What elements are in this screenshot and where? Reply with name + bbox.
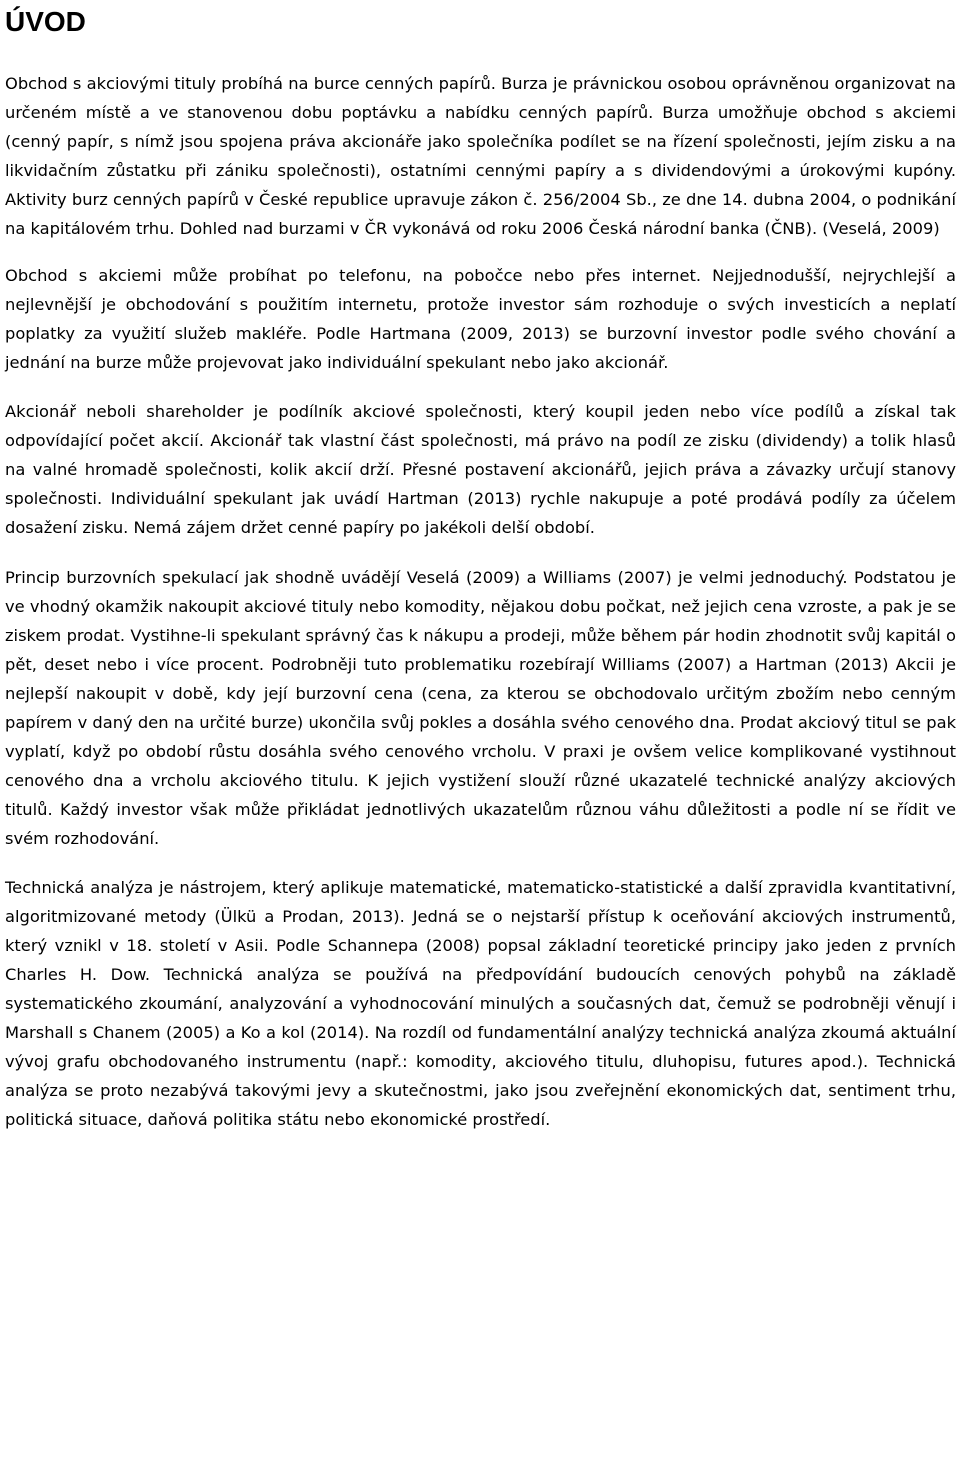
- paragraph-burza-intro: Obchod s akciovými tituly probíhá na burce cenných papírů. Burza je právnickou osobou oprávněnou organizovat na určeném místě a ve stanovenou dobu poptávku a nabídku cenných papírů. Burza umožňuje obchod s akciemi (cenný papír, s nímž jsou spojena práva akcionáře jako společníka podílet se na řízení společnosti, jejím zisku a na likvidačním zůstatku při zániku společnosti), ostatními cennými papíry a s dividendovými a úrokovými kupóny. Aktivity burz cenných papírů v České republice upravuje zákon č. 256/2004 Sb., ze dne 14. dubna 2004, o podnikání na kapitálovém trhu. Dohled nad burzami v ČR vykonává od roku 2006 Česká národní banka (ČNB). (Veselá, 2009): [5, 74, 956, 238]
- paragraph-obchod-akciemi: Obchod s akciemi může probíhat po telefonu, na pobočce nebo přes internet. Nejjednodušší, nejrychlejší a nejlevnější je obchodování s použitím internetu, protože investor sám rozhoduje o svých investicích a neplatí poplatky za využití služeb makléře. Podle Hartmana (2009, 2013) se burzovní investor podle svého chování a jednání na burze může projevovat jako individuální spekulant nebo jako akcionář.: [5, 266, 956, 372]
- page-heading: ÚVOD: [5, 6, 86, 37]
- paragraph-akcionar: Akcionář neboli shareholder je podílník akciové společnosti, který koupil jeden nebo více podílů a získal tak odpovídající počet akcií. Akcionář tak vlastní část společnosti, má právo na podíl ze zisku (dividendy) a tolik hlasů na valné hromadě společnosti, kolik akcií drží. Přesné postavení akcionářů, jejich práva a závazky určují stanovy společnosti. Individuální spekulant jak uvádí Hartman (2013) rychle nakupuje a poté prodává podíly za účelem dosažení zisku. Nemá zájem držet cenné papíry po jakékoli delší období.: [5, 402, 956, 537]
- paragraph-technicka-analyza: Technická analýza je nástrojem, který aplikuje matematické, matematicko-statistické a další zpravidla kvantitativní, algoritmizované metody (Ülkü a Prodan, 2013). Jedná se o nejstarší přístup k oceňování akciových instrumentů, který vznikl v 18. století v Asii. Podle Schannepa (2008) popsal základní teoretické principy jako jeden z prvních Charles H. Dow. Technická analýza se používá na předpovídání budoucích cenových pohybů na základě systematického zkoumání, analyzování a vyhodnocování minulých a současných dat, čemuž se podrobněji věnují i Marshall s Chanem (2005) a Ko a kol (2014). Na rozdíl od fundamentální analýzy technická analýza zkoumá aktuální vývoj grafu obchodovaného instrumentu (např.: komodity, akciového titulu, dluhopisu, futures apod.). Technická analýza se proto nezabývá takovými jevy a skutečnostmi, jako jsou zveřejnění ekonomických dat, sentiment trhu, politická situace, daňová politika státu nebo ekonomické prostředí.: [5, 878, 956, 1129]
- paragraph-princip-spekulaci: Princip burzovních spekulací jak shodně uvádějí Veselá (2009) a Williams (2007) je velmi jednoduchý. Podstatou je ve vhodný okamžik nakoupit akciové tituly nebo komodity, nějakou dobu počkat, než jejich cena vzroste, a pak je se ziskem prodat. Vystihne-li spekulant správný čas k nákupu a prodeji, může během pár hodin zhodnotit svůj kapitál o pět, deset nebo i více procent. Podrobněji tuto problematiku rozebírají Williams (2007) a Hartman (2013) Akcii je nejlepší nakoupit v době, kdy její burzovní cena (cena, za kterou se obchodovalo určitým zbožím nebo cenným papírem v daný den na určité burze) ukončila svůj pokles a dosáhla svého cenového dna. Prodat akciový titul se pak vyplatí, když po období růstu dosáhla svého cenového vrcholu. V praxi je ovšem velice komplikované vystihnout cenového dna a vrcholu akciového titulu. K jejich vystižení slouží různé ukazatelé technické analýzy akciových titulů. Každý investor však může přikládat jednotlivých ukazatelům různou váhu důležitosti a podle ní se řídit ve svém rozhodování.: [5, 568, 956, 848]
